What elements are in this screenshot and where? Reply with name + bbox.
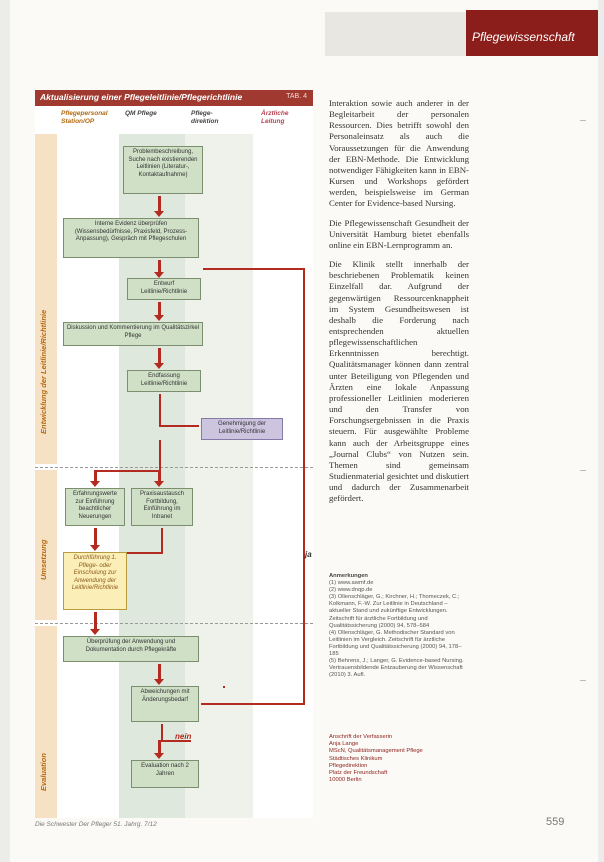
contact-line: 10000 Berlin [329,777,362,784]
step-review-application: Überprüfung der Anwendung und Dokumentation durch Pflegekräfte [63,636,199,662]
step-experience-values: Erfahrungswerte zur Einführung beachtlicher Neuerungen [65,488,125,526]
footnote-item: (1) www.awmf.de [329,580,374,587]
figure-number: TAB. 4 [286,93,307,100]
footnote-item: (4) Ollenschläger, G. Methodischer Standard von Leitlinien im Vergleich. Zeitschrift für ärztliche Fortbildung und Qualitätssicherung (2000) 94, 178–185 [329,629,462,658]
phase-label-evaluation: Evaluation [39,753,48,791]
flow-arrow [94,470,97,482]
page-number: 559 [546,816,565,828]
phase-label-implementation: Umsetzung [39,539,48,580]
flow-arrow [158,664,161,680]
figure-header [35,90,313,106]
phase-band-evaluation [35,626,57,818]
phase-band-development [35,134,57,464]
step-evaluation-2-years: Evaluation nach 2 Jahren [131,760,199,788]
section-title: Pflegewissenschaft [472,30,575,44]
author-contact [329,734,467,784]
flow-arrow [158,260,161,273]
phase-label-development: Entwicklung der Leitlinie/Richtlinie [39,309,48,434]
column-header-aerztliche-leitung: Ärztliche Leitung [261,110,289,125]
step-problem-description: Problembeschreibung, Suche nach existierenden Leitlinien (Literatur-, Kontaktaufnahme) [123,146,203,194]
flow-line [127,552,163,554]
step-discussion-quality-circle: Diskussion und Kommentierung im Qualitätszirkel Pflege [63,322,203,346]
paragraph: Interaktion sowie auch anderer in der Begleitarbeit der personalen Ressourcen. Dies betrifft sowohl den Personaleinsatz als auch die Voraussetzungen für die Anwendung der EBN-Methode. Die Entwicklung notwendiger Fähigkeiten kann in EBN-Kursen und Workshops gefördert werden, beispielsweise im German Center for Evidence-based Nursing. [329,98,469,209]
phase-divider [35,623,313,624]
footnote-item: (3) Ollenschläger, G.; Kirchner, H.; Thomeczek, C.; Kolkmann, F.-W. Zur Leitlinie in Deutschland – aktueller Stand und zukünftige Entwicklungen. Zeitschrift für ärztliche Fortbildung und Qualitätssicherung (2000) 94, 578–584 [329,594,460,629]
flow-arrow [158,740,161,754]
flow-line [95,470,161,472]
contact-heading: Anschrift der Verfasserin [329,734,393,740]
flow-arrow [158,470,161,482]
step-deviations: Abweichungen mit Änderungsbedarf [131,686,199,722]
margin-mark [580,120,586,121]
contact-line: Pflegedirektion [329,762,368,769]
flow-arrow [158,348,161,364]
paragraph: Die Pflegewissenschaft Gesundheit der Universität Hamburg bietet ebenfalls online ein EBN-Lernprogramm an. [329,217,469,250]
paragraph: Die Klinik stellt innerhalb der beschriebenen Problematik keinen Einzelfall dar. Aufgrund der gegenwärtigen Ressourcenknappheit im System Gesundheitswesen ist deshalb die Forderung nach entsprechenden aktuellen pflegewissenschaftlichen Erkenntnissen berechtigt. Qualitätsmanager können dann zentral unter Beteiligung von Pflegenden und Ärzten eine lokale Anpassung professioneller Leitlinien moderieren und den Transfer von Forschungsergebnissen in die Praxis steuern. Für ausgewählte Probleme kann auch der Arbeitsgruppe eines „Journal Clubs“ von Nutzen sein. Themen sind gemeinsam Studienmaterial gesichtet und diskutiert und dadurch der Zusammenarbeit gefördert. [329,259,469,504]
feedback-line [303,268,305,705]
column-header-qm: QM Pflege [125,110,157,117]
figure-title: Aktualisierung einer Pflegeleitlinie/Pflegerichtlinie [40,92,243,102]
flow-arrow [94,528,97,546]
flow-line [161,724,163,740]
journal-footer: Die Schwester Der Pfleger 51. Jahrg. 7/12 [35,821,157,828]
step-training: Durchführung 1. Pflege- oder Einschulung zur Anwendung der Leitlinie/Richtlinie [63,552,127,610]
step-approval: Genehmigung der Leitlinie/Richtlinie [201,418,283,440]
flow-line [159,425,199,427]
step-final-version: Endfassung Leitlinie/Richtlinie [127,370,201,392]
flow-line [159,440,161,470]
label-yes: ja [305,550,312,559]
footnotes-heading: Anmerkungen [329,573,368,579]
step-practice-exchange: Praxisaustausch Fortbildung, Einführung im Intranet [131,488,193,526]
column-header-station: Pflegepersonal Station/OP [61,110,108,125]
step-internal-evidence: Interne Evidenz überprüfen (Wissensbedürfnisse, Praxisfeld, Prozess-Anpassung), Gespräch mit Pflegeschulen [63,218,199,258]
phase-divider [35,467,313,468]
flow-line [223,686,225,688]
feedback-line [203,268,305,270]
flow-arrow [94,612,97,630]
flow-line [159,394,161,426]
contact-line: Städtisches Klinikum [329,755,383,762]
step-draft-guideline: Entwurf Leitlinie/Richtlinie [127,278,201,300]
contact-line: Platz der Freundschaft [329,770,388,777]
margin-mark [580,680,586,681]
phase-band-implementation [35,470,57,620]
label-no: nein [175,732,192,741]
flow-arrow [158,302,161,316]
footnote-item: (2) www.dnqp.de [329,587,373,594]
footnotes [329,573,467,679]
article-text [329,98,469,512]
flow-arrow [158,196,161,212]
contact-line: MScN, Qualitätsmanagement Pflege [329,748,423,755]
contact-line: Anja Lange [329,741,359,748]
header-band [325,12,466,56]
margin-mark [580,470,586,471]
column-header-pflegedirektion: Pflege-direktion [191,110,219,125]
flow-line [161,528,163,552]
footnote-item: (5) Behrens, J.; Langer, G. Evidence-based Nursing. Vertrauensbildende Entzauberung der Wissenschaft (2010) 3. Aufl. [329,658,464,679]
feedback-line [201,703,305,705]
flowchart-figure [35,90,313,818]
